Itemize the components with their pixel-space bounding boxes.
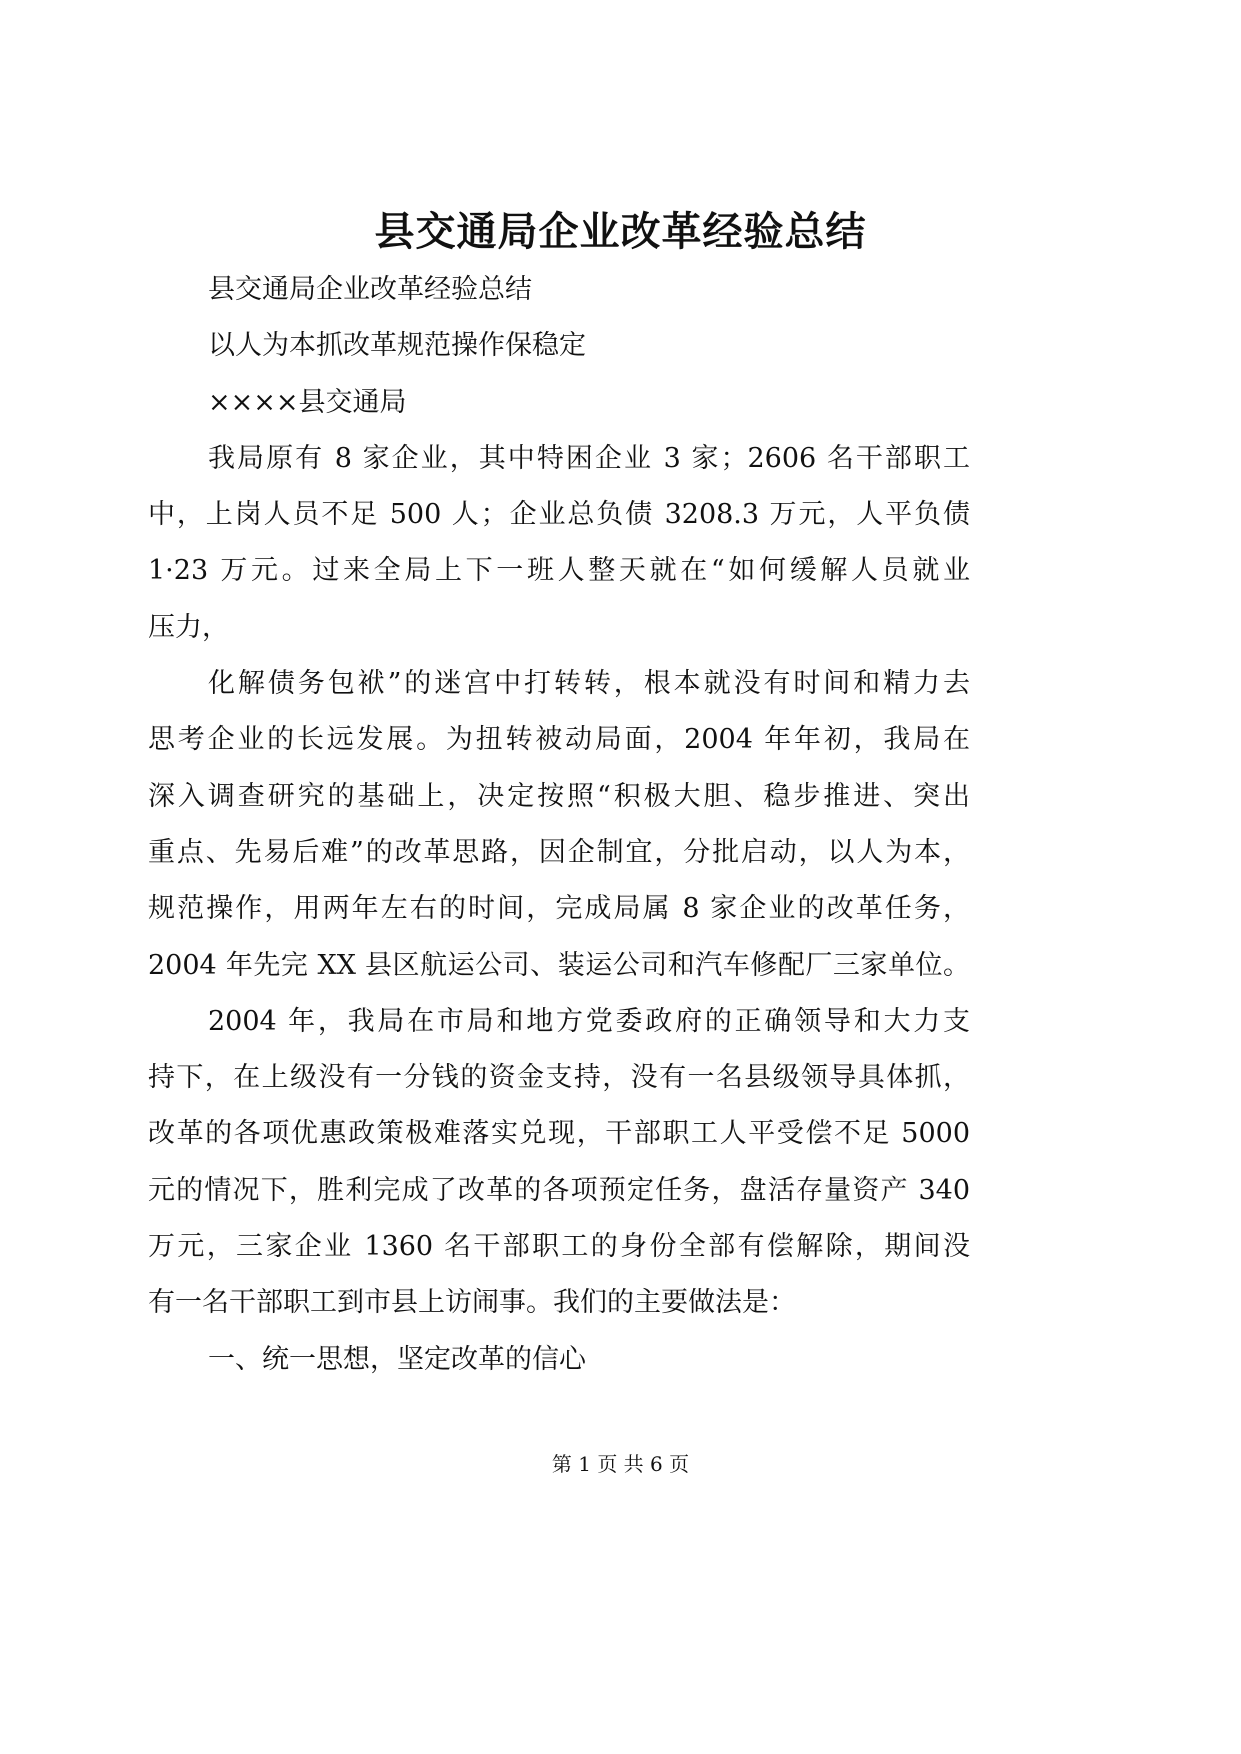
text-line: 我局原有 8 家企业，其中特困企业 3 家；2606 名干部职工	[208, 442, 970, 474]
text-line: 重点、先易后难”的改革思路，因企制宜，分批启动，以人为本，	[148, 836, 970, 868]
text-line: 持下，在上级没有一分钱的资金支持，没有一名县级领导具体抓，	[148, 1062, 970, 1094]
text-line: 以人为本抓改革规范操作保稳定	[208, 330, 586, 362]
text-line: 万元，三家企业 1360 名干部职工的身份全部有偿解除，期间没	[148, 1231, 970, 1263]
text-line: 有一名干部职工到市县上访闹事。我们的主要做法是：	[148, 1287, 796, 1319]
text-line: 改革的各项优惠政策极难落实兑现，干部职工人平受偿不足 5000	[148, 1118, 970, 1150]
text-line: 压力，	[148, 611, 229, 643]
text-line: 元的情况下，胜利完成了改革的各项预定任务，盘活存量资产 340	[148, 1174, 970, 1206]
document-body	[148, 262, 970, 1388]
text-line: 中，上岗人员不足 500 人；企业总负债 3208.3 万元，人平负债	[148, 499, 970, 531]
page-footer: 第 1 页 共 6 页	[551, 1452, 690, 1476]
text-line: 一、统一思想，坚定改革的信心	[208, 1343, 586, 1375]
document-title: 县交通局企业改革经验总结	[374, 208, 867, 255]
text-line: 2004 年先完 XX 县区航运公司、装运公司和汽车修配厂三家单位。	[148, 949, 970, 981]
text-line: 1·23 万元。过来全局上下一班人整天就在“如何缓解人员就业	[148, 555, 970, 587]
text-line: 深入调查研究的基础上，决定按照“积极大胆、稳步推进、突出	[148, 780, 970, 812]
text-line: 化解债务包袱”的迷宫中打转转，根本就没有时间和精力去	[208, 668, 970, 700]
text-line: ××××县交通局	[208, 386, 407, 418]
text-line: 规范操作，用两年左右的时间，完成局属 8 家企业的改革任务，	[148, 893, 970, 925]
text-line: 思考企业的长远发展。为扭转被动局面，2004 年年初，我局在	[148, 724, 970, 756]
text-line: 2004 年，我局在市局和地方党委政府的正确领导和大力支	[208, 1005, 970, 1037]
text-line: 县交通局企业改革经验总结	[208, 274, 532, 305]
